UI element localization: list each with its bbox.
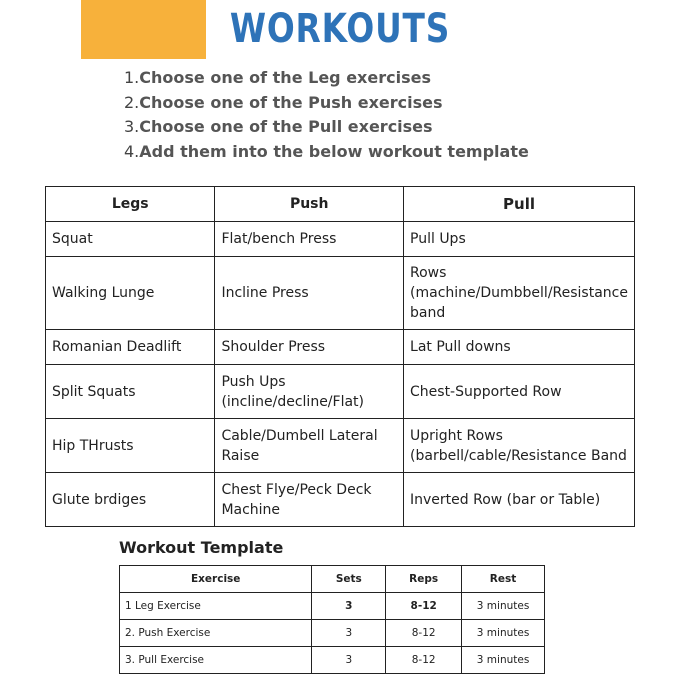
table-cell: 3 minutes	[462, 647, 545, 674]
table-cell: Chest Flye/Peck Deck Machine	[215, 473, 404, 527]
table-cell: 3	[312, 647, 386, 674]
column-header-exercise: Exercise	[120, 566, 312, 593]
table-cell: Lat Pull downs	[404, 330, 635, 365]
table-cell: Walking Lunge	[46, 257, 215, 330]
table-row	[120, 620, 545, 647]
step-number: 1.	[124, 68, 140, 87]
table-row	[46, 257, 635, 330]
table-cell: Squat	[46, 222, 215, 257]
instruction-list	[124, 66, 529, 165]
table-cell: Shoulder Press	[215, 330, 404, 365]
step-number: 3.	[124, 117, 140, 137]
table-header-row	[120, 566, 545, 593]
page-title: WORKOUTS	[229, 6, 451, 52]
step-text: Choose one of the Push exercises	[139, 92, 443, 112]
table-cell: Glute brdiges	[46, 473, 215, 527]
table-cell: Push Ups (incline/decline/Flat)	[215, 365, 404, 419]
step-text: Add them into the below workout template	[139, 142, 529, 162]
column-header-reps: Reps	[386, 566, 462, 593]
column-header-push: Push	[215, 187, 404, 222]
table-cell: 1 Leg Exercise	[120, 593, 312, 620]
instruction-item	[124, 140, 529, 165]
table-cell: 8-12	[386, 620, 462, 647]
step-number: 4.	[124, 142, 140, 162]
table-cell: 8-12	[386, 647, 462, 674]
table-cell: 3 minutes	[462, 620, 545, 647]
table-cell: 3	[312, 620, 386, 647]
instruction-item	[124, 66, 529, 91]
table-row	[46, 473, 635, 527]
step-text: Choose one of the Leg exercises	[139, 68, 431, 87]
table-cell: 3 minutes	[462, 593, 545, 620]
table-cell: 3. Pull Exercise	[120, 647, 312, 674]
step-number: 2.	[124, 92, 140, 112]
column-header-legs: Legs	[46, 187, 215, 222]
exercise-table	[45, 186, 635, 527]
table-cell: Upright Rows (barbell/cable/Resistance Band	[404, 419, 635, 473]
table-cell: Rows (machine/Dumbbell/Resistance band	[404, 257, 635, 330]
table-cell: Cable/Dumbell Lateral Raise	[215, 419, 404, 473]
table-cell: Romanian Deadlift	[46, 330, 215, 365]
table-cell: Split Squats	[46, 365, 215, 419]
table-row	[120, 647, 545, 674]
table-cell: Inverted Row (bar or Table)	[404, 473, 635, 527]
instruction-item	[124, 115, 529, 140]
table-cell: Hip THrusts	[46, 419, 215, 473]
table-cell: 2. Push Exercise	[120, 620, 312, 647]
table-cell: 3	[312, 593, 386, 620]
workout-template-table	[119, 565, 545, 674]
table-cell: Pull Ups	[404, 222, 635, 257]
template-title: Workout Template	[119, 538, 284, 557]
table-cell: Incline Press	[215, 257, 404, 330]
instruction-item	[124, 91, 529, 116]
table-row	[46, 365, 635, 419]
table-cell: Chest-Supported Row	[404, 365, 635, 419]
column-header-pull: Pull	[404, 187, 635, 222]
table-cell: Flat/bench Press	[215, 222, 404, 257]
table-row	[46, 222, 635, 257]
table-row	[46, 419, 635, 473]
step-text: Choose one of the Pull exercises	[139, 117, 433, 137]
table-header-row	[46, 187, 635, 222]
table-row	[120, 593, 545, 620]
column-header-rest: Rest	[462, 566, 545, 593]
column-header-sets: Sets	[312, 566, 386, 593]
table-cell: 8-12	[386, 593, 462, 620]
table-row	[46, 330, 635, 365]
